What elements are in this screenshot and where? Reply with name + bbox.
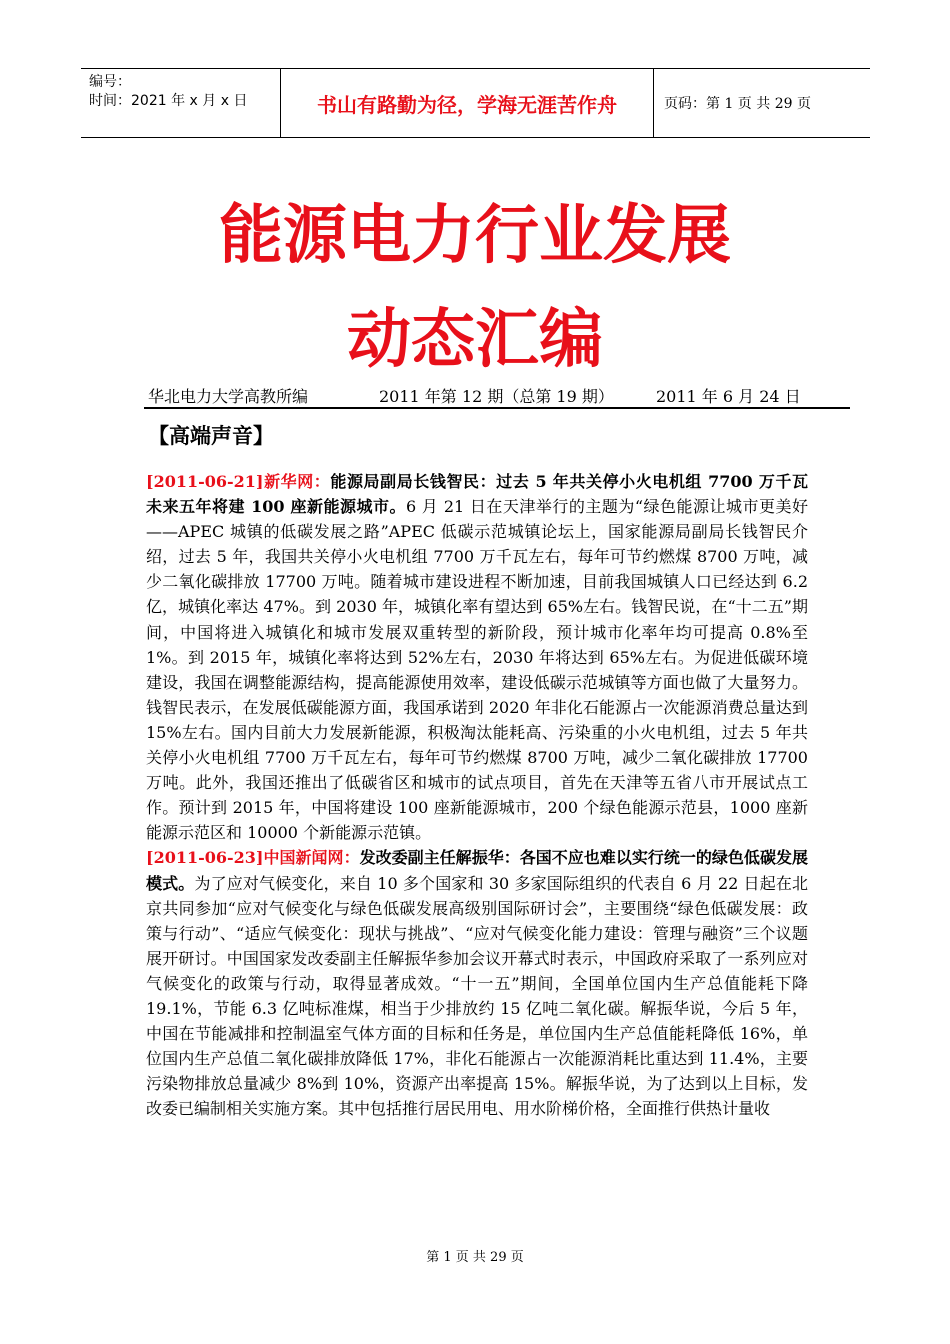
- article-headline: 发改委副主任解振华：各国不应也难以实行统一的绿色低碳发展模式。: [146, 848, 808, 893]
- number-label: 编号：: [89, 74, 131, 90]
- article-item: [146, 845, 808, 1121]
- article-body: 为了应对气候变化，来自 10 多个国家和 30 多家国际组织的代表自 6 月 22 日起在北京共同参加“应对气候变化与绿色低碳发展高级别国际研讨会”，主要围绕“绿色低碳发展：政策与行动”、“适应气候变化：现状与挑战”、“应对气候变化能力建设：管理与融资”三个议题展开研讨。中国国家发改委副主任解振华参加会议开幕式时表示，中国政府采取了一系列应对气候变化的政策与行动，取得显著成效。“十一五”期间，全国单位国内生产总值能耗下降 19.1%，节能 6.3 亿吨标准煤，相当于少排放约 15 亿吨二氧化碳。解振华说，今后 5 年，中国在节能减排和控制温室气体方面的目标和任务是，单位国内生产总值能耗降低 16%，单位国内生产总值二氧化碳排放降低 17%，非化石能源占一次能源消耗比重达到 11.4%，主要污染物排放总量减少 8%到 10%，资源产出率提高 15%。解振华说，为了达到以上目标，发改委已编制相关实施方案。其中包括推行居民用电、用水阶梯价格，全面推行供热计量收: [146, 873, 808, 1119]
- article-source-tag: [2011-06-21]新华网：: [146, 472, 331, 491]
- publication-date: 2011 年 6 月 24 日: [656, 387, 801, 406]
- article-list: [146, 469, 808, 1121]
- page-footer: 第 1 页 共 29 页: [426, 1250, 524, 1265]
- section-title: 【高端声音】: [148, 424, 274, 448]
- document-title-line1: 能源电力行业发展: [219, 199, 731, 273]
- article-source-tag: [2011-06-23]中国新闻网：: [146, 848, 360, 868]
- article-item: [146, 469, 808, 845]
- publication-editor: 华北电力大学高教所编: [148, 387, 309, 406]
- header-page-info: 页码：第 1 页 共 29 页: [664, 96, 811, 112]
- time-label: 时间：2021 年 x 月 x 日: [89, 93, 248, 109]
- header-motto: 书山有路勤为径，学海无涯苦作舟: [281, 69, 654, 137]
- document-title-line2: 动态汇编: [347, 303, 603, 377]
- header-meta-cell: [81, 69, 281, 137]
- article-headline: 能源局副局长钱智民：过去 5 年共关停小火电机组 7700 万千瓦 未来五年将建 100 座新能源城市。: [146, 472, 808, 517]
- publication-issue: 2011 年第 12 期（总第 19 期）: [379, 387, 614, 406]
- publication-info: [148, 384, 848, 408]
- header-divider: [144, 407, 850, 409]
- header-table: [81, 68, 870, 138]
- article-body: 6 月 21 日在天津举行的主题为“绿色能源让城市更美好——APEC 城镇的低碳发展之路”APEC 低碳示范城镇论坛上，国家能源局副局长钱智民介绍，过去 5 年，我国共关停小火电机组 7700 万千瓦左右，每年可节约燃煤 8700 万吨，减少二氧化碳排放 17700 万吨。随着城市建设进程不断加速，目前我国城镇人口已经达到 6.2 亿，城镇化率达 47%。到 2030 年，城镇化率有望达到 65%左右。钱智民说，在“十二五”期间，中国将进入城镇化和城市发展双重转型的新阶段，预计城市化率年均可提高 0.8%至 1%。到 2015 年，城镇化率将达到 52%左右，2030 年将达到 65%左右。为促进低碳环境建设，我国在调整能源结构，提高能源使用效率，建设低碳示范城镇等方面也做了大量努力。钱智民表示，在发展低碳能源方面，我国承诺到 2020 年非化石能源占一次能源消费总量达到 15%左右。国内目前大力发展新能源，积极淘汰能耗高、污染重的小火电机组，过去 5 年共关停小火电机组 7700 万千瓦左右，每年可节约燃煤 8700 万吨，减少二氧化碳排放 17700 万吨。此外，我国还推出了低碳省区和城市的试点项目，首先在天津等五省八市开展试点工作。预计到 2015 年，中国将建设 100 座新能源城市，200 个绿色能源示范县，1000 座新能源示范区和 10000 个新能源示范镇。: [146, 497, 808, 843]
